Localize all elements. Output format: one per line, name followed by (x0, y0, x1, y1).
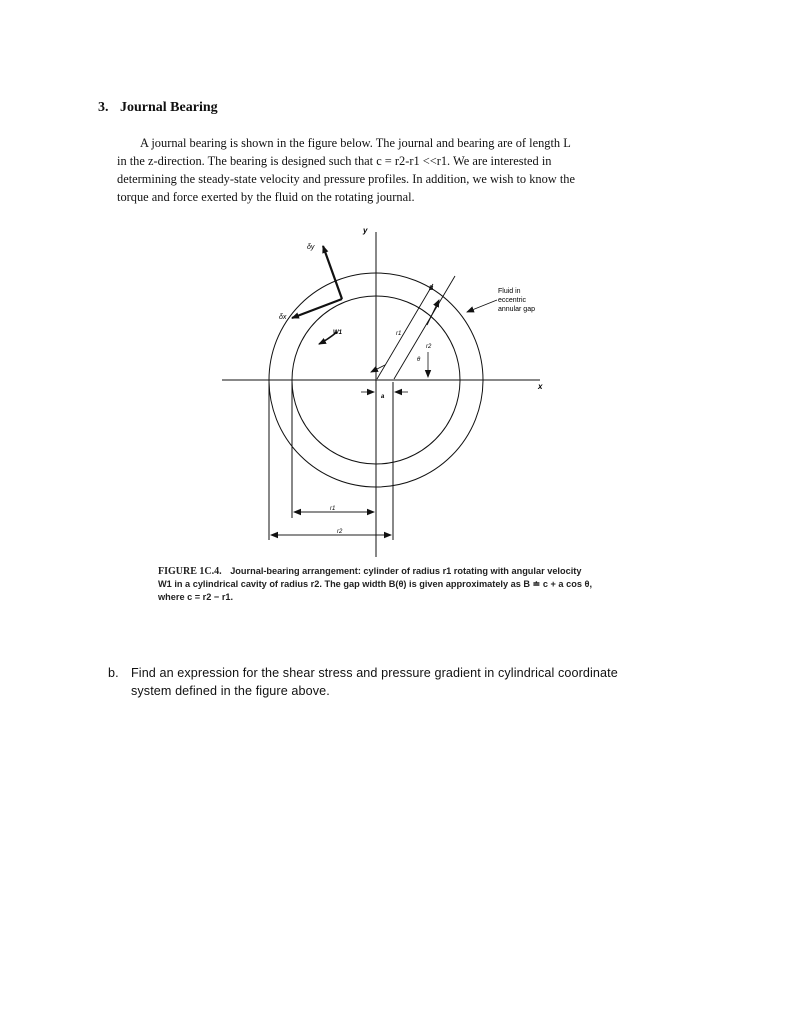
problem-number: 3. (98, 100, 109, 115)
dim-r2-label: r2 (337, 529, 343, 535)
omega-label: W1 (333, 330, 342, 336)
caption-line: where c = r2 − r1. (158, 592, 234, 602)
r1-line (377, 284, 433, 379)
r2-line-arrow (427, 300, 439, 325)
intro-line: in the z-direction. The bearing is designed such that c = r2-r1 <<r1. We are interested in (117, 154, 552, 168)
intro-line: A journal bearing is shown in the figure below. The journal and bearing are of length L (140, 136, 571, 150)
journal-bearing-figure (215, 222, 560, 560)
problem-title: Journal Bearing (120, 100, 218, 115)
delta-y-vector (323, 246, 342, 299)
dim-r1-label: r1 (330, 506, 336, 512)
gap-label-line3: annular gap (498, 306, 535, 313)
y-axis-label: y (363, 226, 368, 235)
intro-line: determining the steady-state velocity and pressure profiles. In addition, we wish to know the (117, 172, 575, 186)
x-axis-label: x (538, 382, 543, 391)
r1-label: r1 (396, 331, 402, 337)
gap-pointer-arrow (467, 300, 497, 312)
intro-line: torque and force exerted by the fluid on the rotating journal. (117, 190, 415, 204)
figure-id: FIGURE 1C.4. (158, 566, 222, 577)
theta-label: θ (417, 357, 421, 363)
problem-heading (98, 100, 218, 116)
delta-x-vector (292, 299, 342, 318)
caption-line: Journal-bearing arrangement: cylinder of radius r1 rotating with angular velocity (230, 566, 582, 576)
question-label: b. (108, 666, 119, 680)
problem-intro (117, 134, 647, 206)
gap-label-line2: eccentric (498, 297, 527, 304)
question-line: system defined in the figure above. (131, 684, 330, 698)
delta-x-label: δx (279, 314, 287, 321)
figure-caption (158, 565, 618, 604)
a-label: a (381, 394, 385, 400)
r2-label: r2 (426, 344, 432, 350)
r2-line (394, 276, 455, 379)
b-label: B (429, 286, 434, 292)
question-line: Find an expression for the shear stress and pressure gradient in cylindrical coordinate (131, 666, 618, 680)
gap-label-line1: Fluid in (498, 288, 521, 295)
delta-y-label: δy (307, 244, 315, 251)
question-b (108, 664, 683, 700)
caption-line: W1 in a cylindrical cavity of radius r2. The gap width B(θ) is given approximately as B ≐ c + a cos θ, (158, 579, 593, 589)
